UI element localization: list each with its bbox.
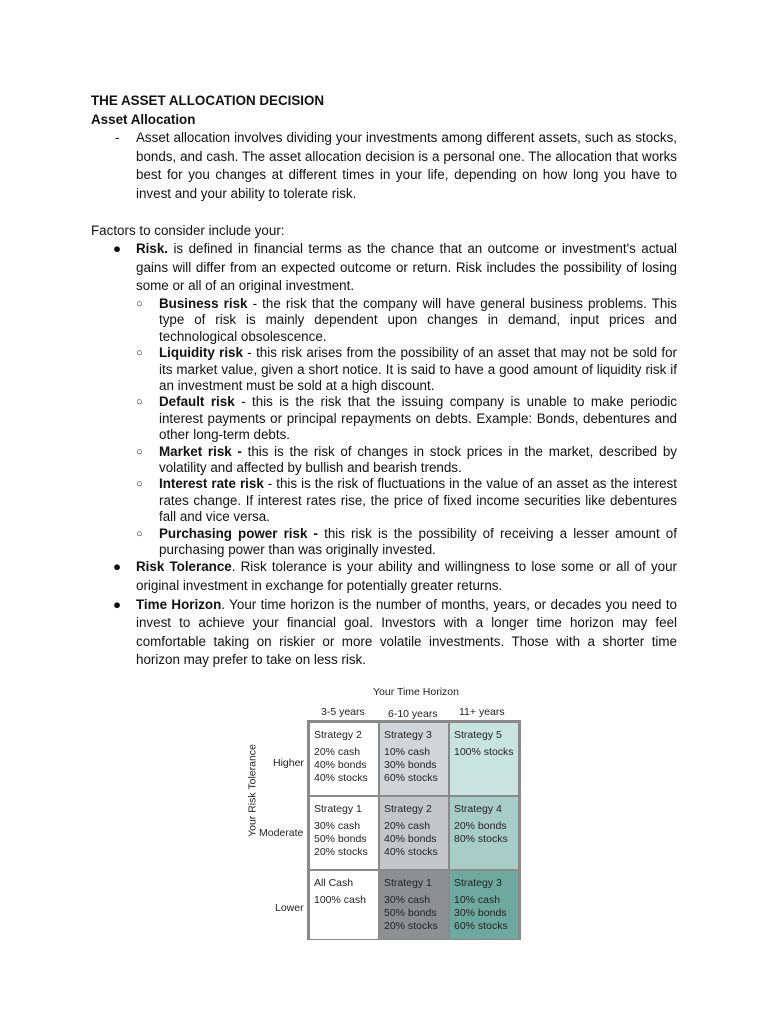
- allocation-line: 30% bonds: [384, 759, 437, 771]
- document: [91, 92, 677, 670]
- strategy-label: Strategy 3: [384, 729, 432, 741]
- strategy-label: Strategy 5: [454, 729, 502, 741]
- allocation-line: 40% bonds: [384, 833, 437, 845]
- bullet-time-horizon: [113, 596, 677, 670]
- document-title: THE ASSET ALLOCATION DECISION: [91, 93, 325, 108]
- sub-term: Business risk: [159, 295, 248, 311]
- strategy-cell: [309, 722, 379, 796]
- bullet-risk: [113, 240, 677, 296]
- allocation-line: 30% cash: [384, 894, 431, 906]
- circle-marker: ○: [136, 445, 143, 458]
- allocation-line: 100% cash: [314, 894, 366, 906]
- bullet-term: Risk Tolerance: [136, 559, 232, 575]
- strategy-cell: [379, 870, 449, 940]
- sub-text: - this is the risk that the issuing company is unable to make periodic interest payments or principal repayments on debts. Example: Bonds, debentures and other long-term debts.: [159, 394, 677, 443]
- column-header: 11+ years: [459, 706, 505, 718]
- row-header: Lower: [275, 902, 304, 914]
- column-header: 3-5 years: [321, 706, 365, 718]
- sub-text: - the risk that the company will have general business problems. This type of risk is mainly dependent upon changes in demand, input prices and technological obsolescence.: [159, 295, 677, 344]
- circle-marker: ○: [136, 396, 143, 409]
- intro-text: Asset allocation involves dividing your investments among different assets, such as stocks, bonds, and cash. The asset allocation decision is a personal one. The allocation that works best for you changes at different times in your life, depending on how long you have to invest and your ability to tolerate risk.: [136, 130, 677, 201]
- bullet-term: Time Horizon: [136, 596, 222, 612]
- sub-term: Interest rate risk: [159, 476, 264, 492]
- allocation-line: 10% cash: [384, 746, 431, 758]
- factors-intro: Factors to consider include your:: [91, 222, 285, 238]
- strategy-label: Strategy 2: [314, 729, 362, 741]
- sub-term: Purchasing power risk -: [159, 525, 318, 541]
- allocation-line: 100% stocks: [454, 746, 514, 758]
- strategy-cell: [309, 870, 379, 940]
- sub-item: [136, 345, 677, 394]
- dash-marker: -: [115, 130, 120, 146]
- sub-term: Default risk: [159, 394, 235, 410]
- time-horizon-title: Your Time Horizon: [373, 686, 459, 698]
- allocation-grid-figure: [239, 682, 531, 938]
- allocation-line: 20% stocks: [314, 846, 368, 858]
- sub-text: - this risk arises from the possibility of an asset that may not be sold for its market value, given a short notice. It is said to have a good amount of liquidity risk if an investment must be sold at a high discount.: [159, 345, 677, 393]
- allocation-line: 80% stocks: [454, 833, 508, 845]
- allocation-line: 30% bonds: [454, 907, 507, 919]
- sub-text: - this is the risk of fluctuations in the value of an asset as the interest rates change. If interest rates rise, the price of fixed income securities like debentures fall and vice versa.: [159, 476, 678, 525]
- allocation-line: 10% cash: [454, 894, 501, 906]
- sub-item: [136, 526, 677, 559]
- bullet-marker: ●: [113, 596, 122, 612]
- strategy-cell: [309, 796, 379, 870]
- allocation-line: 20% bonds: [454, 820, 507, 832]
- allocation-line: 20% cash: [384, 820, 431, 832]
- row-header: Moderate: [259, 827, 304, 839]
- sub-item: [136, 296, 677, 345]
- bullet-text: . Risk tolerance is your ability and willingness to lose some or all of your original investment in exchange for potentially greater returns.: [136, 559, 677, 594]
- allocation-line: 60% stocks: [454, 920, 508, 932]
- allocation-line: 60% stocks: [384, 772, 438, 784]
- section-heading: Asset Allocation: [91, 111, 196, 127]
- allocation-line: 20% cash: [314, 746, 361, 758]
- intro-item: [115, 129, 677, 203]
- strategy-grid: [307, 720, 521, 940]
- circle-marker: ○: [136, 347, 143, 360]
- circle-marker: ○: [136, 478, 143, 491]
- circle-marker: ○: [136, 527, 143, 540]
- sub-item: [136, 476, 677, 525]
- strategy-label: Strategy 1: [384, 877, 432, 889]
- strategy-cell: [449, 796, 519, 870]
- sub-term: Liquidity risk: [159, 345, 243, 361]
- allocation-line: 40% stocks: [314, 772, 368, 784]
- allocation-line: 50% bonds: [314, 833, 367, 845]
- strategy-label: Strategy 2: [384, 803, 432, 815]
- strategy-cell: [379, 796, 449, 870]
- strategy-cell: [449, 722, 519, 796]
- sub-item: [136, 444, 677, 477]
- strategy-label: Strategy 1: [314, 803, 362, 815]
- sub-text: this is the risk of changes in stock prices in the market, described by volatility and affected by bullish and bearish trends.: [159, 443, 677, 475]
- strategy-label: Strategy 3: [454, 877, 502, 889]
- allocation-line: 20% stocks: [384, 920, 438, 932]
- column-header: 6-10 years: [388, 708, 438, 720]
- strategy-label: Strategy 4: [454, 803, 502, 815]
- risk-sublist: [136, 296, 677, 559]
- strategy-cell: [379, 722, 449, 796]
- allocation-line: 40% bonds: [314, 759, 367, 771]
- sub-term: Market risk -: [159, 443, 242, 459]
- strategy-label: All Cash: [314, 877, 354, 889]
- allocation-line: 50% bonds: [384, 907, 437, 919]
- circle-marker: ○: [136, 297, 143, 310]
- allocation-line: 40% stocks: [384, 846, 438, 858]
- risk-tolerance-title: Your Risk Tolerance: [246, 744, 259, 837]
- bullet-term: Risk.: [136, 241, 169, 257]
- bullet-text: is defined in financial terms as the chance that an outcome or investment's actual gains will differ from an expected outcome or return. Risk includes the possibility of losing some or all of an original investment.: [136, 241, 677, 294]
- allocation-line: 30% cash: [314, 820, 361, 832]
- bullet-marker: ●: [113, 559, 122, 575]
- bullet-text: . Your time horizon is the number of months, years, or decades you need to invest to achieve your financial goal. Investors with a longer time horizon may feel comfortable taking on riskier or more volatile investments. Those with a shorter time horizon may prefer to take on less risk.: [136, 596, 677, 668]
- sub-text: this risk is the possibility of receiving a lesser amount of purchasing power than was originally invested.: [159, 525, 677, 558]
- strategy-cell: [449, 870, 519, 940]
- sub-item: [136, 394, 677, 443]
- bullet-risk-tolerance: [113, 558, 677, 595]
- row-header: Higher: [273, 757, 304, 769]
- bullet-marker: ●: [113, 241, 122, 257]
